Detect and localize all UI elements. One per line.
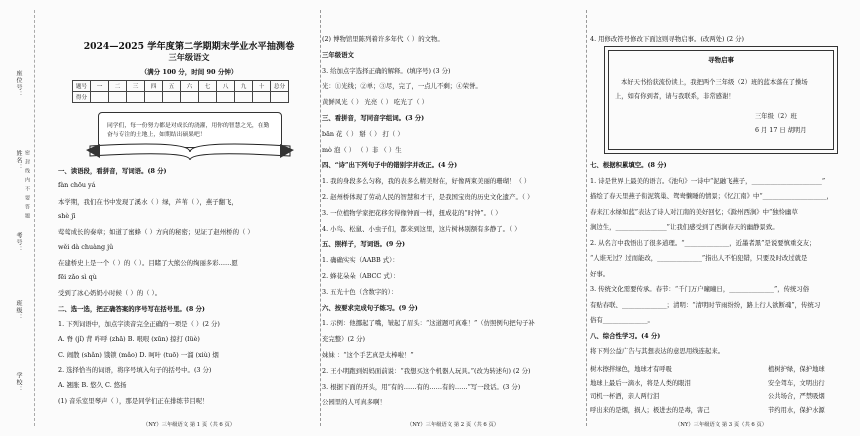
score-input-cell[interactable]: [235, 92, 253, 103]
banner-text: 同学们，每一份努力都是对成长的浇灌，用你的智慧之光，在勤奋与专注的土地上，如期结出硕果吧！: [107, 123, 270, 138]
question-line: 2. 王小明跑到妈妈面前说：“我想买这个机器人玩具。”(改为转述句) (2 分): [322, 366, 531, 375]
question-line: 二、选一选，把正确答案的序号写在括号里。(8 分): [58, 304, 205, 313]
question-line: shè jī: [58, 211, 76, 220]
name-label: 姓名：: [15, 150, 22, 171]
question-line: 七、根据积累填空。(8 分): [590, 161, 667, 169]
score-cell: 六: [181, 81, 199, 92]
question-line: 八、综合性学习。(4 分): [590, 331, 661, 340]
exam-meta: （满分 100 分，时间 90 分钟）: [140, 68, 238, 76]
score-cell: 七: [199, 81, 217, 92]
question-line: 受到了冰心奶奶小时候（ ）的（ ）。: [58, 289, 162, 298]
question-line: 1. 诗是世界上最美的语言。《池句》一诗中“泥融飞燕子，______________________”: [590, 176, 826, 185]
question-line: 五、照样子，写词语。(9 分): [322, 240, 406, 249]
notice-body-line: 上，如有你到者，请与我联系，非常感谢！: [615, 93, 735, 100]
question-line: mò 泡（ ） （ ）非 （ ）生: [322, 145, 402, 154]
notice-body-line: 本好天书拾获流份读上，我把两个三年级（2）班的蓝本落在了操场: [621, 79, 808, 86]
score-cell: 题号: [73, 81, 91, 92]
question-line: 莺莺成长的奏章；如道了蜜蜂（ ）方向的秘密；见证了赵州桥的（ ）: [58, 228, 254, 237]
page-2-footer: （NY）三年级语文 第 2 页（共 6 页）: [406, 422, 500, 428]
score-input-cell[interactable]: [271, 92, 289, 103]
question-line: 妹妹 ：“这个手艺真是太棒啦！”: [322, 351, 414, 359]
question-line: 将下列公益广告与其想表达的意思用线连起来。: [590, 347, 725, 355]
question-line: 三、看拼音，写同音字组词。(3 分): [322, 114, 425, 122]
question-line: “人谁无过？过而能改，______________”指出人不怕犯错，只要及时改过就是: [590, 254, 808, 262]
score-cell: 总分: [271, 81, 289, 92]
question-line: 本学期，我们在书中发现了溪水（ ）绿，芦苇（ ），燕子翻飞，: [58, 197, 238, 206]
school-label: 学校：: [15, 372, 22, 393]
question-line: 好事。: [590, 269, 610, 278]
binding-margin: [0, 0, 46, 436]
score-input-cell[interactable]: [217, 92, 235, 103]
question-line: 3. 根据下面的开头，用“有的……有的……有的……”写一段话。(3 分): [322, 382, 521, 391]
question-line: 俗有______________。: [590, 316, 654, 324]
question-line: 三年级语文: [322, 50, 354, 59]
score-header-row: [73, 81, 289, 92]
score-cell: 三: [127, 81, 145, 92]
score-cell: 九: [235, 81, 253, 92]
question-line: 春来江水绿如蓝”表达了诗人对江南的美好回忆；《滁州西涧》中“独怜幽草: [590, 207, 798, 216]
question-line: 2. 从名言中我悟出了很多道理。“______________，近墨者黑”是说要慎重交友；: [590, 238, 816, 247]
question-line: wěi dà chuàng jǔ: [58, 242, 114, 251]
exam-subtitle: 三年级语文: [168, 52, 210, 62]
notice-title: 寻物启事: [708, 56, 734, 64]
score-cell: 四: [145, 81, 163, 92]
question-line: 公园里的人可真多啊！: [322, 398, 386, 407]
match-right-item[interactable]: 植树护绿，保护地球: [768, 366, 825, 373]
question-line: 1. 我的身段多么匀称，我的表多么精美财在，好像两束美丽的珊瑚！（ ）: [322, 177, 531, 186]
score-table: [72, 80, 289, 103]
question-line: A. 脊 (jǐ) 背 咋呼 (zhā) B. 哏哏 (xūn) 掠打 (lüè): [58, 335, 200, 344]
question-line: 涧边生，________________”让我们感受到了西涧春天的幽静景致。: [590, 223, 779, 231]
score-input-cell[interactable]: [253, 92, 271, 103]
match-left-item[interactable]: 司机一杯酒，亲人两行泪: [590, 393, 660, 400]
question-line: 4. 用修改符号修改下面这则寻物启事。(改两处) (2 分): [590, 35, 745, 43]
question-line: 3. 给加点字选择正确的解释。(填序号) (3 分): [322, 66, 451, 75]
page-3: [590, 0, 852, 436]
exam-title: 2024—2025 学年度第二学期期末学业水平抽测卷: [83, 41, 295, 52]
match-right-item[interactable]: 安全驾车，文明出行: [768, 379, 825, 387]
question-line: fàn chōu yá: [58, 181, 96, 190]
page-2: [322, 0, 584, 436]
match-left-item[interactable]: 树木擦拌绿色，地球才有呼吸: [590, 366, 672, 373]
question-line: 2. 蜂花朵朵（ABCC 式）：: [322, 272, 400, 280]
question-line: 一、读语段，看拼音，写词语。(8 分): [58, 167, 167, 175]
score-input-cell[interactable]: [109, 92, 127, 103]
page-1-footer: （NY）三年级语文 第 1 页（共 6 页）: [142, 422, 236, 428]
score-input-cell[interactable]: [127, 92, 145, 103]
question-line: 充完整）(2 分): [322, 335, 366, 344]
open-book-icon: [86, 142, 294, 160]
score-cell: 十: [253, 81, 271, 92]
score-cell: 五: [163, 81, 181, 92]
question-line: 描绘了春天里燕子衔泥筑巢、鸳鸯懒睡的情景；《忆江南》中“____________________，: [590, 192, 833, 200]
question-line: fēi zǎo sì qù: [58, 273, 97, 282]
question-line: 四、“诗”出下列句子中的错别字并改正。(4 分): [322, 161, 458, 170]
question-line: 3. 传统文化需要传承。春节：“千门万户曈曈日，______________”，传统习俗: [590, 285, 810, 293]
question-line: 3. 五光十色（含数字的）：: [322, 287, 398, 296]
question-line: 3. 一位植物学家把花移劣得像钟面一样，扭成花的“时钟”。（ ）: [322, 208, 502, 217]
question-line: 在建桥史上是一个（ ）的（ ）。目睹了大熊公的绚丽多彩……愿: [58, 258, 238, 267]
question-line: 1. 下列词语中，加点字读音完全正确的一项是（ ）(2 分): [58, 320, 220, 328]
question-line: (2) 博物馆里陈列着许多年代（ ）的文物。: [322, 35, 444, 43]
page-1: [58, 0, 320, 436]
lost-notice-box: [604, 46, 838, 154]
seal-line-text: 密封线内不要答题: [24, 150, 30, 222]
question-line: C. 闹散 (shǎn) 饿锁 (mǎo) D. 呵叶 (tuō) 一溜 (xiù) 烟: [58, 350, 219, 359]
match-right-item[interactable]: 节约用水，保护水源: [768, 406, 825, 414]
question-line: (1) 音乐室里琴声（ ），那是同学们正在排练节目呢！: [58, 396, 209, 405]
score-cell: 得分: [73, 92, 91, 103]
score-input-cell[interactable]: [163, 92, 181, 103]
page-3-footer: （NY）三年级语文 第 3 页（共 6 页）: [674, 422, 768, 428]
seat-number-label: 座位号：: [15, 70, 22, 98]
exam-number-label: 考号：: [15, 232, 22, 253]
question-line: 1. 示例：他挪起了嘴，皱起了眉头：“这道题可真难！”（仿照例句把句子补: [322, 319, 535, 328]
encouragement-banner: [76, 112, 304, 160]
question-line: bān 花（ ） 掰（ ） 打（ ）: [322, 129, 404, 138]
notice-sign: 三年级（2）班: [755, 113, 797, 120]
notice-date: 6 月 17 日 胡明月: [755, 127, 807, 134]
match-left-item[interactable]: 呼出来的是烟，损人；极进去的是毒，害己: [590, 406, 710, 414]
match-right-item[interactable]: 公共场合，严禁吸烟: [768, 393, 825, 400]
score-cell: 八: [217, 81, 235, 92]
question-line: 1. 确确实实（AABB 式）：: [322, 256, 399, 265]
score-input-cell[interactable]: [91, 92, 109, 103]
score-cell: 二: [109, 81, 127, 92]
question-line: A. 翘胀 B. 悠久 C. 悠扬: [58, 381, 127, 390]
question-line: 六、按要求完成句子练习。(9 分): [322, 303, 418, 312]
question-line: 黄鲜风光（ ） 光亮（ ） 吃光了（ ）: [322, 98, 429, 107]
score-input-cell[interactable]: [199, 92, 217, 103]
question-line: 4. 小鸟、松鼠、小虫子们，都来到这里，这片树林别额有多静了。（ ）: [322, 224, 521, 233]
score-input-cell[interactable]: [181, 92, 199, 103]
score-cell: 一: [91, 81, 109, 92]
question-line: 光：①光线；②单；③尽，完了，一点儿不剩；④荣誉。: [322, 82, 482, 91]
question-line: 有贴春联、______________；清明：“清明时节雨纷纷，路上行人欲断魂”，传统习: [590, 300, 821, 309]
question-line: 2. 选择恰当的词语，将序号填入句子的括号中。(3 分): [58, 365, 212, 374]
class-label: 班级：: [15, 300, 22, 321]
score-value-row: [73, 92, 289, 103]
match-left-item[interactable]: 地球上最后一滴水，将是人类的眼泪: [590, 379, 691, 387]
score-input-cell[interactable]: [145, 92, 163, 103]
question-line: 2. 赵州桥体现了劳动人民的智慧和才干，是我国宝贵的历史文化遗产。（ ）: [322, 193, 534, 201]
